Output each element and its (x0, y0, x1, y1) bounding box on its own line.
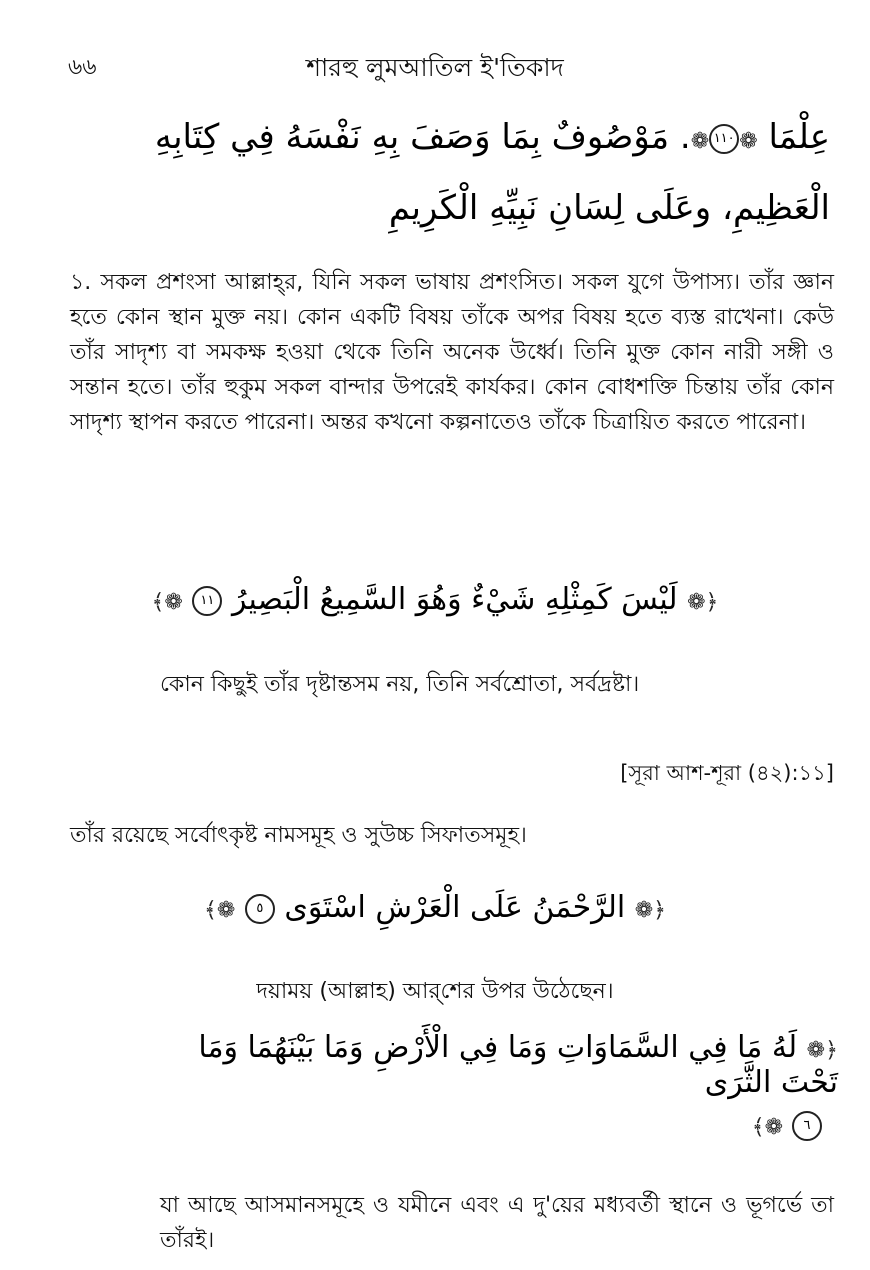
arabic-top-start: عِلْمَا (768, 117, 830, 157)
ornament-close-icon: ❁﴾ (751, 1115, 784, 1140)
verse-3-end (702, 1108, 822, 1141)
ornament-open-icon: ❁ (739, 129, 758, 154)
verse-3-words: لَهُ مَا فِي السَّمَاوَاتِ وَمَا فِي الْأَرْضِ وَمَا بَيْنَهُمَا وَمَا تَحْتَ الثَّرَى (198, 1030, 838, 1100)
verse-1-citation: [সূরা আশ-শূরা (৪২):১১] (620, 761, 834, 785)
ornament-open-icon: ﴿❁ (806, 1038, 838, 1063)
verse-2-text: الرَّحْمَنُ عَلَى الْعَرْشِ اسْتَوَى (284, 890, 626, 925)
verse-2 (60, 890, 810, 925)
verse-number-badge: ١١٠ (709, 124, 739, 154)
running-title: শারহু লুমআতিল ই'তিকাদ (306, 53, 564, 82)
paragraph-1: ১. সকল প্রশংসা আল্লাহ্‌র, যিনি সকল ভাষায় প্রশংসিত। সকল যুগে উপাস্য। তাঁর জ্ঞান হতে কোন স্থান মুক্ত নয়। কোন একটি বিষয় তাঁকে অপর বিষয় হতে ব্যস্ত রাখেনা। কেউ তাঁর সাদৃশ্য বা সমকক্ষ হওয়া থেকে তিনি অনেক উর্ধ্বে। তিনি মুক্ত কোন নারী সঙ্গী ও সন্তান হতে। তাঁর হুকুম সকল বান্দার উপরেই কার্যকর। কোন বোধশক্তি চিন্তায় তাঁর কোন সাদৃশ্য স্থাপন করতে পারেনা। অন্তর কখনো কল্পনাতেও তাঁকে চিত্রায়িত করতে পারেনা। (70, 270, 834, 435)
ornament-close-icon: ❁﴾ (151, 590, 183, 615)
verse-number-badge: ٦ (792, 1111, 822, 1141)
ornament-open-icon: ﴿❁ (634, 898, 667, 923)
arabic-top-text: عِلْمَا ❁١١٠❁. مَوْصُوفٌ بِمَا وَصَفَ بِهِ نَفْسَهُ فِي كِتَابِهِ الْعَظِيمِ، وعَلَى لِسَانِ نَبِيِّهِ الْكَرِيمِ (154, 117, 830, 228)
page-number: ৬৬ (68, 55, 97, 80)
verse-1-text: لَيْسَ كَمِثْلِهِ شَيْءٌ وَهُوَ السَّمِيعُ الْبَصِيرُ (231, 582, 678, 617)
paragraph-2: তাঁর রয়েছে সর্বোৎকৃষ্ট নামসমূহ ও সুউচ্চ সিফাতসমূহ। (70, 823, 527, 848)
page-header (68, 44, 802, 84)
verse-number-badge: ٥ (245, 894, 275, 924)
ornament-open-icon: ﴿❁ (687, 590, 719, 615)
arabic-top-rest: مَوْصُوفٌ بِمَا وَصَفَ بِهِ نَفْسَهُ فِي كِتَابِهِ الْعَظِيمِ، وعَلَى لِسَانِ نَبِيِّهِ الْكَرِيمِ (154, 117, 830, 228)
verse-1-translation: কোন কিছুই তাঁর দৃষ্টান্তসম নয়, তিনি সর্বশ্রোতা, সর্বদ্রষ্টা। (160, 672, 640, 697)
verse-1 (60, 582, 810, 617)
verse-3-text (140, 1030, 838, 1100)
ornament-close-icon: ❁﴾ (203, 898, 236, 923)
verse-2-translation: দয়াময় (আল্লাহ) আর্‌শের উপর উঠেছেন। (256, 979, 614, 1004)
verse-3-translation: যা আছে আসমানসমূহে ও যমীনে এবং এ দু'য়ের মধ্যবর্তী স্থানে ও ভূগর্ভে তা তাঁরই। (160, 1193, 834, 1253)
verse-number-badge: ١١ (192, 586, 222, 616)
ornament-close-icon: ❁ (690, 129, 710, 154)
